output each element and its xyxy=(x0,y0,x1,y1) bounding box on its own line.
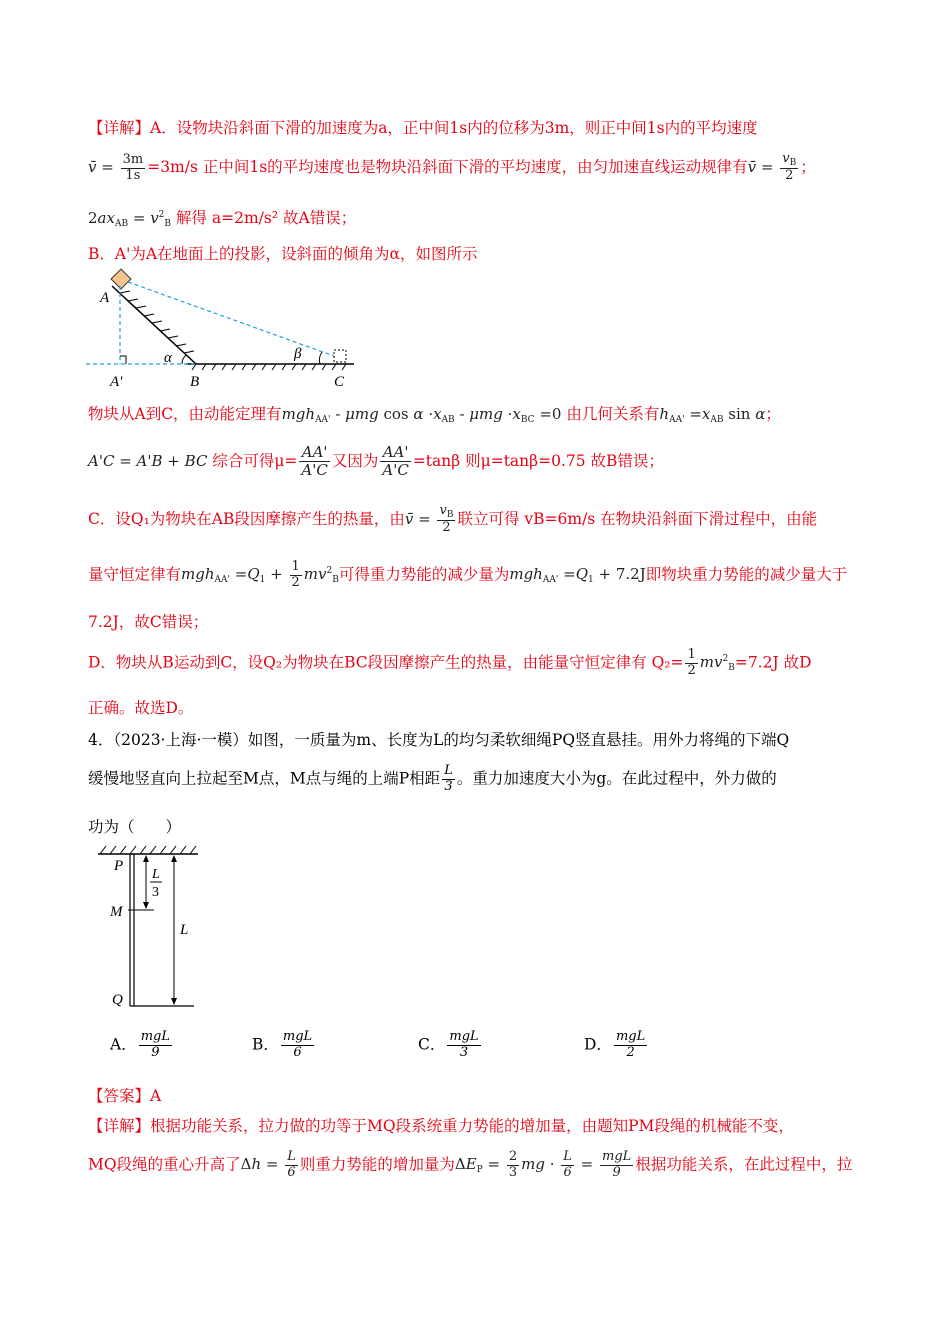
label-alpha: α xyxy=(164,350,172,366)
solution-a-line3-text: 解得 a=2m/s² 故A错误； xyxy=(175,209,357,227)
incline-line xyxy=(112,286,196,364)
answer4-line2 xyxy=(88,1150,852,1181)
formula-2ax: $2ax_{AB} = v^2_B$ xyxy=(88,209,172,229)
option-c-label: C． xyxy=(418,1035,446,1054)
label-P: P xyxy=(114,858,124,874)
label-Q: Q xyxy=(112,992,123,1008)
option-b-label: B． xyxy=(252,1035,279,1054)
solution-b-line3 xyxy=(88,444,664,480)
formula-q2: $\frac{1}{2}$ $mv^2_B$ xyxy=(687,647,735,678)
solution-b-line2: 物块从A到C，由动能定理有mgh$_{AA'}$ - μmg $\cos \alpha \cdot x_{AB} - \mu mg \cdot x_{BC} =0$ 由几何关系有$h_{AA'} =x_{AB}$ sin α； xyxy=(88,405,781,425)
solution-b-line1: B．A'为A在地面上的投影，设斜面的倾角为α，如图所示 xyxy=(88,245,478,263)
solution-d-line2: 正确。故选D。 xyxy=(88,699,194,717)
question4-line3: 功为（ ） xyxy=(88,818,182,836)
option-a-label: A． xyxy=(110,1035,137,1054)
formula-energy-c: $mgh_{AA'} =Q_1$ + $\frac{1}{2}$ $mv^2_B$ xyxy=(181,559,339,590)
l-arrow-top xyxy=(171,855,177,862)
solution-c-line2-end: 即物块重力势能的减少量大于 xyxy=(645,565,848,584)
solution-c-line2-pre: 量守恒定律有 xyxy=(88,565,182,584)
solution-b-line3-end: =tanβ 则μ=tanβ=0.75 故B错误； xyxy=(412,451,664,470)
solution-c-line1-post: 联立可得 vB=6m/s 在物块沿斜面下滑过程中，由能 xyxy=(457,510,818,529)
label-C: C xyxy=(334,374,345,390)
solution-d-line1-pre: D．物块从B运动到C，设Q₂为物块在BC段因摩擦产生的热量，由能量守恒定律有 Q₂= xyxy=(88,653,684,672)
dashed-block-c xyxy=(334,350,346,362)
formula-delta-ep: $\Delta E_P$ = $\frac{2}{3}$ mg · $\frac{L}{6}$ = $\frac{\text{mgL}}{9}$ xyxy=(454,1149,632,1180)
label-beta: β xyxy=(294,346,302,362)
solution-b-line3-mid2: 又因为 xyxy=(331,451,379,470)
l-arrow-bottom xyxy=(171,998,177,1005)
label-L: L xyxy=(180,922,189,938)
answer4-line2-mid: 则重力势能的增加量为 xyxy=(299,1155,455,1174)
solution-b-line2-pre: 物块从A到C，由动能定理有 xyxy=(88,405,282,423)
option-a[interactable] xyxy=(110,1030,174,1061)
formula-height: $h_{AA'} =x_{AB}$ sin α xyxy=(659,405,766,425)
answer4-answer: 【答案】A xyxy=(88,1087,162,1105)
answer4-line2-pre: MQ段绳的重心升高了 xyxy=(88,1155,241,1174)
solution-c-line2-mid: 可得重力势能的减少量为 xyxy=(338,565,510,584)
option-d-label: D． xyxy=(584,1035,612,1054)
solution-c-line1-pre: C．设Q₁为物块在AB段因摩擦产生的热量，由 xyxy=(88,510,405,529)
formula-avg-velocity: v̄ = $\frac{3m}{1s}$ xyxy=(88,151,144,183)
solution-b-line2-mid: 由几何关系有 xyxy=(566,405,660,423)
solution-a-line2-text: =3m/s 正中间1s的平均速度也是物块沿斜面下滑的平均速度，由匀加速直线运动规律有 xyxy=(147,158,748,177)
answer4-line1: 【详解】根据功能关系，拉力做的功等于MQ段系统重力势能的增加量，由题知PM段绳的机械能不变， xyxy=(88,1117,794,1135)
option-c-frac: $\frac{\text{mgL}}{3}$ xyxy=(449,1029,479,1060)
incline-figure xyxy=(86,266,366,392)
question4-line2 xyxy=(88,764,777,795)
right-angle-mark xyxy=(120,356,126,364)
option-c[interactable] xyxy=(418,1030,483,1061)
formula-energy: mgh$_{AA'}$ - μmg $\cos \alpha \cdot x_{AB} - \mu mg \cdot x_{BC} =0$ xyxy=(281,405,562,425)
solution-c-line3: 7.2J，故C错误； xyxy=(88,613,209,631)
formula-vb-half-c: v̄ = $\frac{v_B}{2}$ xyxy=(404,503,454,536)
formula-ac: A'C = A'B + BC xyxy=(88,451,208,470)
solution-a-line3 xyxy=(88,206,356,229)
label-A: A xyxy=(100,290,110,306)
answer4-line2-end: 根据功能关系，在此过程中，拉 xyxy=(635,1155,853,1174)
label-M: M xyxy=(110,904,123,920)
formula-potential-c: $mgh_{AA'} =Q_1 + 7.2J$ xyxy=(509,565,646,586)
label-B: B xyxy=(190,374,200,390)
formula-delta-h: Δh = $\frac{L}{6}$ xyxy=(240,1149,296,1180)
rope-figure xyxy=(90,842,210,1014)
formula-ratio-2: $\frac{AA'}{A'C}$ xyxy=(382,443,409,480)
solution-c-line1 xyxy=(88,504,817,536)
l3-arrow-bottom xyxy=(143,902,149,909)
question4-line2-pre: 缓慢地竖直向上拉起至M点，M点与绳的上端P相距 xyxy=(88,769,441,788)
alpha-arc xyxy=(182,355,186,364)
option-d-frac: $\frac{\text{mgL}}{2}$ xyxy=(615,1029,646,1060)
solution-a-line2: v̄ = $\frac{3m}{1s}$ =3m/s 正中间1s的平均速度也是物块沿斜面下滑的平均速度，由匀加速直线运动规律有v̄ = $\frac{v_B}{2}$ ； xyxy=(88,151,816,184)
solution-b-line3-mid: 综合可得μ= xyxy=(212,451,298,470)
incline-hatching xyxy=(120,291,194,353)
option-d[interactable] xyxy=(584,1030,649,1061)
solution-a-line1: 【详解】A．设物块沿斜面下滑的加速度为a，正中间1s内的位移为3m，则正中间1s内的平均速度 xyxy=(88,119,758,137)
formula-ratio-1: $\frac{AA'}{A'C}$ xyxy=(301,443,328,480)
option-a-frac: $\frac{\text{mgL}}{9}$ xyxy=(140,1029,170,1060)
solution-d-line1-post: =7.2J 故D xyxy=(734,653,812,672)
question4-line2-post: 。重力加速度大小为g。在此过程中，外力做的 xyxy=(456,769,777,788)
label-L3-den: 3 xyxy=(152,885,159,900)
option-b-frac: $\frac{\text{mgL}}{6}$ xyxy=(282,1029,313,1060)
solution-c-line2 xyxy=(88,560,847,591)
fraction-L3: $\frac{L}{3}$ xyxy=(444,763,453,794)
formula-vb-half: v̄ = $\frac{v_B}{2}$ xyxy=(747,151,797,184)
l3-arrow-top xyxy=(143,855,149,862)
option-b[interactable] xyxy=(252,1030,316,1061)
beta-arc xyxy=(319,352,322,364)
label-A-prime: A' xyxy=(110,374,123,390)
label-L3-num: L xyxy=(152,867,160,882)
ceiling-hatching xyxy=(100,846,196,854)
block-square xyxy=(111,269,131,289)
solution-d-line1 xyxy=(88,648,812,679)
question4-line1: 4．（2023·上海·一模）如图，一质量为m、长度为L的均匀柔软细绳PQ竖直悬挂。用外力将绳的下端Q xyxy=(88,731,790,749)
ground-hatching xyxy=(192,364,346,370)
